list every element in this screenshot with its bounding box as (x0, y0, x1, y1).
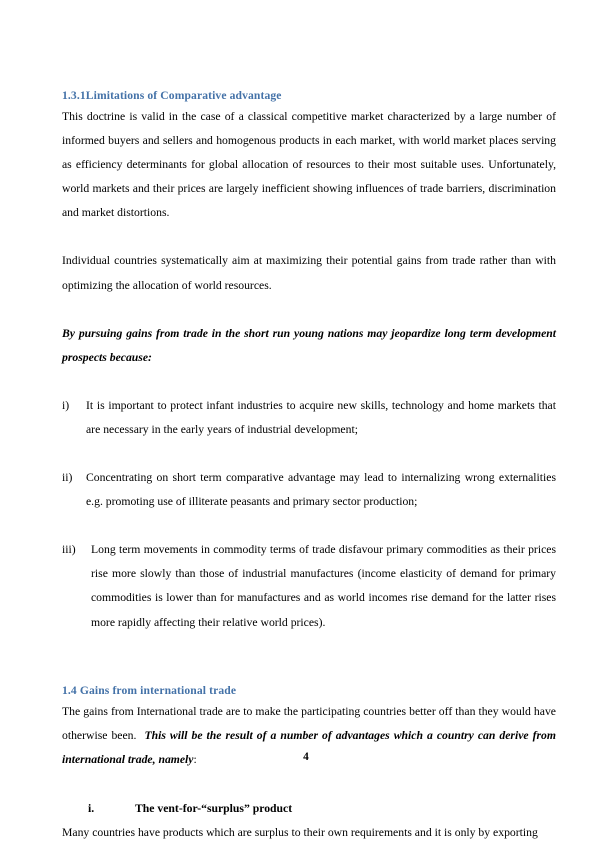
gains-lead-text: The gains from International trade are to make the participating countries better off than they would have otherwise been. (62, 704, 556, 742)
spacer (62, 772, 556, 797)
page-content (62, 88, 556, 845)
list-marker: iii) (62, 543, 76, 557)
list-item-text: It is important to protect infant industries to acquire new skills, technology and home markets that are necessary in the early years of industrial development; (86, 398, 556, 436)
page-number: 4 (303, 751, 309, 763)
paragraph-many-countries: Many countries have products which are surplus to their own requirements and it is only by exporting (62, 825, 538, 839)
section-heading-gains: 1.4 Gains from international trade (62, 683, 237, 697)
spacer (62, 298, 556, 322)
spacer (62, 514, 556, 538)
gains-tail-text: : (193, 752, 197, 766)
limitations-list (62, 394, 556, 635)
list-marker: ii) (62, 471, 73, 485)
list-item-text: Concentrating on short term comparative advantage may lead to internalizing wrong externalities e.g. promoting use of illiterate peasants and primary sector production; (86, 471, 556, 509)
list-marker: i) (62, 398, 70, 412)
subsection-title: The vent-for-“surplus” product (135, 801, 293, 815)
section-heading-limitations: 1.3.1Limitations of Comparative advantage (62, 89, 282, 102)
paragraph-doctrine: This doctrine is valid in the case of a classical competitive market characterized by a large number of informed buyers and sellers and homogenous products in each market, with world market places serving as efficiency determinants for global allocation of resources to their most suitable uses. Unfortunately, world markets and their prices are largely inefficient showing influences of trade barriers, discrimination and market distortions. (62, 110, 556, 220)
gains-emphasis-text: This will be the result of a number of advantages which a country can derive from international trade, namely (62, 728, 556, 766)
list-item-text: Long term movements in commodity terms of trade disfavour primary commodities as their prices rise more slowly than those of industrial manufactures (income elasticity of demand for primary commodities is lower than for manufactures and as world incomes rise demand for the latter rises more rapidly affecting their relative world prices). (91, 543, 556, 629)
list-item (62, 394, 556, 442)
emphasis-pursuing-gains: By pursuing gains from trade in the short run young nations may jeopardize long term development prospects because: (62, 326, 556, 364)
spacer (62, 442, 556, 466)
list-item (62, 538, 556, 634)
paragraph-individual-countries: Individual countries systematically aim at maximizing their potential gains from trade rather than with optimizing the allocation of world resources. (62, 254, 556, 292)
spacer (62, 370, 556, 394)
spacer (62, 635, 556, 683)
subsection-marker: i. (88, 801, 95, 815)
list-item (62, 466, 556, 514)
subsection-heading-vent-for-surplus (62, 797, 556, 821)
spacer (62, 225, 556, 249)
